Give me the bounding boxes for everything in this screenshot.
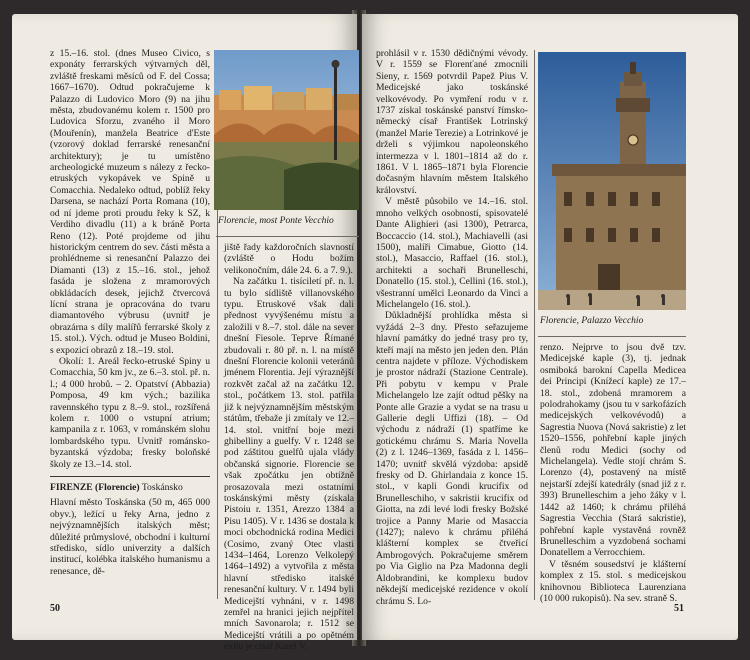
- right-page: [362, 14, 738, 640]
- column-divider: [217, 209, 218, 599]
- left-page: [12, 14, 357, 653]
- right-col1-paragraph-1: prohlásil v r. 1530 dědičnými vévody. V r. 1559 se Florenťané zmocnili Sieny, r. 1569 potvrdil Papež Pius V. Medicejské jako toskánské velkovévody. Po vymření rodu v r. 1737 získal toskánské panství římsko-německý císař František Lotrinský (manžel Marie Terezie) a Lotrinkové je drželi s výjimkou napoleonského intermezza v l. 1801–1814 až do r. 1861. V l. 1865–1871 byla Florencie dočasným hlavním městem Italského království.: [376, 48, 528, 196]
- caption-ponte-vecchio: Florencie, most Ponte Vecchio: [218, 216, 334, 226]
- photo-palazzo-vecchio: [538, 52, 686, 310]
- section-heading-firenze: [50, 476, 210, 493]
- page-number-right: 51: [674, 603, 684, 614]
- left-col2-paragraph-2: Na začátku 1. tisíciletí př. n. l. tu bylo sídliště villanovského typu. Etruskové však dali přednost vyvýšenému místu a založili v 8.–7. stol. dále na sever dnešní Fiesole. Teprve Římané zbudovali r. 80 př. n. l. na místě dnešní Florencie kolonii veteránů jménem Florentia. Její výraznější rozkvět začal až na začátku 12. stol., počátkem 13. stol. patřila již k nejvýznamnějším městským státům, třebaže ji zmítaly ve 12.–14. stol. vnitřní boje mezi ghibelliny a guelfy. V r. 1248 se pod záštitou guelfů ujala vlády občanská signorie. Florencie se však zpočátku jen obtížně prosazovala mezi ostatními toskánskými městy (získala Pistoiu r. 1351, Arezzo 1384 a Pisu 1405). V r. 1436 se dostala k moci obchodnická rodina Medici (Cosimo, zvaný Otec vlasti 1434–1464, Lorenzo Velkolepý 1464–1492) a vytvořila z města hlavní středisko italské renesanční kultury. V r. 1494 byli Medicejští vyhnáni, v r. 1498 zemřel na hranici jejich nejpřítel mních Savonarola; r. 1512 se Medicejští vrátili a po opětném exilu je císař Karel V.: [224, 276, 354, 653]
- right-column-2: [540, 342, 686, 604]
- right-col2-paragraph-2: V těsném sousedství je klášterní komplex z 15. stol. s medicejskou knihovnou Biblioteca Laurenziana (10 000 rukopisů). Na sev. straně S.: [540, 558, 686, 604]
- column-divider: [534, 50, 535, 600]
- left-column-1: [50, 48, 210, 577]
- caption-rule: [216, 236, 359, 237]
- caption-palazzo-vecchio: Florencie, Palazzo Vecchio: [540, 316, 644, 326]
- heading-city: FIRENZE (Florencie): [50, 482, 140, 494]
- left-col1-paragraph-2: Okolí: 1. Areál řecko-etruské Spiny u Comacchia, 50 km jv., ze 6.–3. stol. př. n. l.; 4 000 hrobů. – 2. Opatství (Abbazia) Pomposa, 49 km vých.; bazilika ravennského typu z 8.–9. stol., rozšířená kolem r. 1000 o vstupní atrium; kampanila z r. 1063, v románském slohu lombardského typu. Uvnitř románsko-byzantská výzdoba; fresky boloňské školy ze 13.–14. stol.: [50, 355, 210, 470]
- left-col1-firenze-intro: Hlavní město Toskánska (50 m, 465 000 obyv.), ležící u řeky Arna, jedno z nejvýznamnějších italských měst; důležité průmyslové, obchodní i kulturní středisko, sídlo univerzity a dalších institucí, kolébka italského humanismu a renesance, dě-: [50, 497, 210, 577]
- right-col1-paragraph-2: V městě působilo ve 14.–16. stol. mnoho velkých osobností, spisovatelé Dante Alighieri (asi 1300), Petrarca, Boccaccio (14. stol.), Machiavelli (asi 1500), malíři Cimabue, Giotto (14. stol.), Masaccio, Raffael (16. stol.), architekti a sochaři Brunelleschi, Donatello (15. stol.), Cellini (16. stol.), všestranní umělci Leonardo da Vinci a Michelangelo (16. stol.).: [376, 196, 528, 310]
- photo-ponte-vecchio: [214, 50, 359, 210]
- right-column-1: [376, 48, 528, 607]
- left-col2-paragraph-1: jiště řady každoročních slavností (zvláště o Hodu božím velikonočním, dále 24. 6. a 7. 9.).: [224, 242, 354, 276]
- right-col1-paragraph-3: Důkladnější prohlídka města si vyžádá 2–3 dny. Přesto seřazujeme hlavní památky do jedné trasy pro ty, kteří mají na město jen jeden den. Plán centra najdete v příloze. Východiskem je prostor nádraží (Stazione Centrale). Při pobytu v kempu v Prale Michelangelo lze zajít odtud pěšky na Ponte alle Grazie a vydat se na trasu u Gallerie degli Uffizi (18). – Od východu z nádraží (1) spatříme ke gotickému chrámu S. Maria Novella (2) z l. 1246–1369, fasáda z l. 1456–1470; uvnitř skvělá výzdoba: apsidě fresky od D. Ghirlandaia z konce 15. stol., v kapli Gondi krucifix od Brunelleschiho, v sakristii krucifix od Giotta, na zdi levé lodi fresky Božské trojice a Panny Marie od Masaccia (1427); nalevo k chrámu přiléhá klášterní komplex se čtveřicí Ambrogových. Pokračujeme směrem po Via Giglio na Pza Madonna degli Aldobrandini, ke komplexu budov někdejší medicejské rezidence v okolí chrámu S. Lo-: [376, 310, 528, 607]
- caption-rule: [538, 336, 686, 337]
- heading-region: Toskánsko: [141, 482, 183, 494]
- right-col2-paragraph-1: renzo. Nejprve to jsou dvě tzv. Medicejské kaple (3), tj. jednak osmiboká barokní Capella Medicea dei Principi (Knížecí kaple) ze 17.–18. stol., zdobená mramorem a polodrahokamy (jsou tu v sarkofázích medicejských velkovévodů) a Sagrestia Nuova (Nová sakristie) z let 1520–1556, pohřební kaple jiných členů rodu Medici (sochy od Michelangela). Vedle stojí chrám S. Lorenzo (4), postavený na místě nejstarší zdejší katedrály (snad již z r. 393) Brunelleschim a jeho žáky v l. 1442 až 1460; k chrámu přiléhá Sagrestia Vecchia (Stará sakristie), pohřební kaple vystavěná rovněž Brunelleschim a vyzdobená sochami Donatellem a Verrocchiem.: [540, 342, 686, 559]
- left-col1-paragraph-1: z 15.–16. stol. (dnes Museo Civico, s exponáty ferrarských výtvarných děl, zvláště freskami měsíců od F. del Cossa; 1667–1670). Odtud pokračujeme k Palazzo di Ludovico Moro (9) na jihu města, zbudovanému kolem r. 1500 pro Ludovica Sforzu, zvaného il Moro (Mouřenín), manžela Beatrice d'Este (vzorový doklad ferrarské renesanční architektury); je tu umístěno archeologické muzeum s nálezy z řecko-etruských vykopávek ve Spině u Comacchia. Nedaleko odtud, poblíž řeky Darsena, se nachází Porta Romana (10), od ní jdeme proti proudu řeky k SZ, k Verdiho divadlu (11) a k bráně Porta Reno (12). Poté projdeme od jihu historickým centrem do sev. části města a prohlédneme si renesanční Palazzo dei Diamanti (13) z 15.–16. stol., jehož fasáda je složena z mramorových obkládacích desek, jejichž čtvercová lícní strana je opracována do tvaru diamantového výbrusu (uvnitř je obrazárna s díly malířů ferrarské školy z 15. stol.). Vých. odtud je Museo Boldini, s expozicí obrazů z 18.–19. stol.: [50, 48, 210, 356]
- left-column-2: [224, 242, 354, 653]
- page-number-left: 50: [50, 603, 60, 614]
